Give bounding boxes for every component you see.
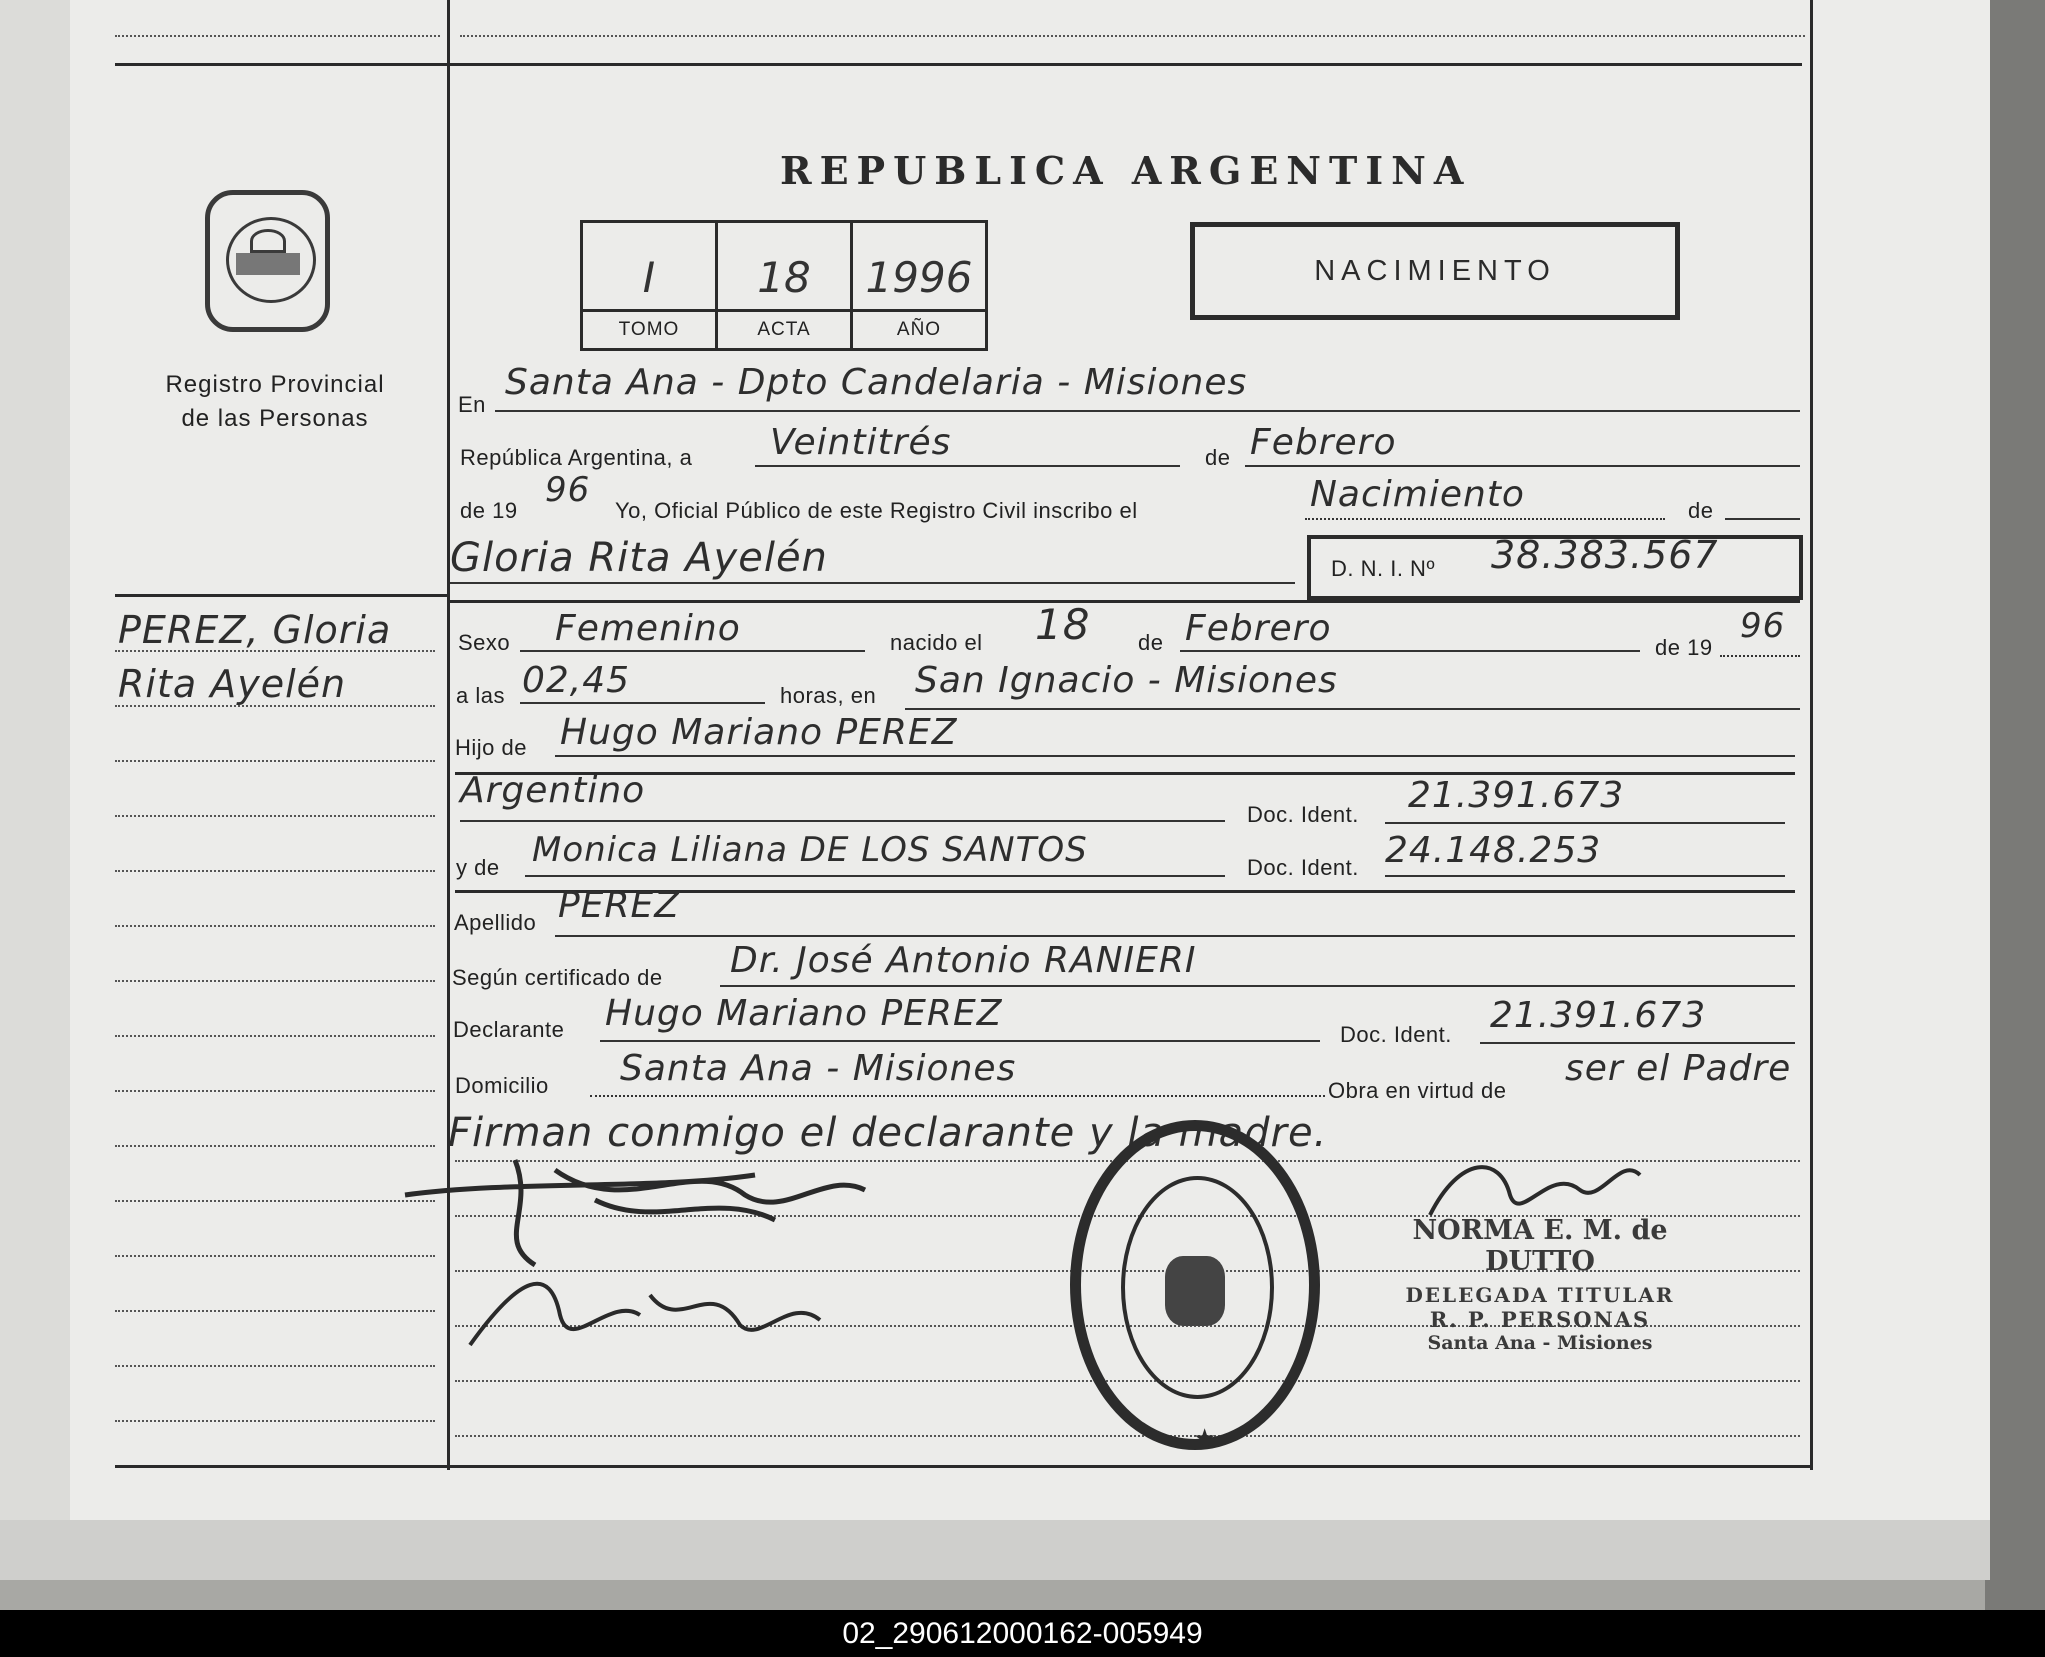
inscribe-text: Yo, Oficial Público de este Registro Civil inscribo el — [615, 498, 1138, 523]
official-name: NORMA E. M. de DUTTO — [1412, 1215, 1668, 1277]
father-doc-value: 21.391.673 — [1408, 775, 1625, 816]
birth-place-value: San Ignacio - Misiones — [915, 660, 1338, 701]
tomo-cell — [583, 223, 718, 348]
book-edge — [1985, 0, 2045, 1610]
margin-row — [115, 870, 435, 872]
father-nationality-value: Argentino — [460, 770, 646, 811]
tomo-label: TOMO — [583, 309, 715, 348]
top-rule — [115, 63, 1802, 66]
dni-box — [1307, 535, 1803, 600]
page-bottom-shadow — [0, 1520, 1990, 1580]
margin-row — [115, 1035, 435, 1037]
certifier-value: Dr. José Antonio RANIERI — [730, 940, 1197, 981]
closing-value: Firman conmigo el declarante y la madre. — [448, 1110, 1328, 1156]
declarante-value: Hugo Mariano PEREZ — [605, 993, 1003, 1034]
top-dotted-row-right — [460, 35, 1805, 37]
de-label-2: de — [1688, 498, 1714, 523]
margin-row — [115, 1255, 435, 1257]
birth-month-line — [1180, 650, 1640, 652]
margin-row — [115, 1145, 435, 1147]
acta-label: ACTA — [718, 309, 850, 348]
declarante-doc-label: Doc. Ident. — [1340, 1022, 1452, 1047]
signature-declarante-icon — [395, 1150, 915, 1270]
republica-label: República Argentina, a — [460, 445, 693, 470]
page-gutter — [0, 0, 70, 1570]
hour-value: 02,45 — [522, 660, 631, 701]
father-line — [555, 755, 1795, 757]
margin-row — [115, 815, 435, 817]
domicilio-line — [590, 1095, 1325, 1097]
horas-label: horas, en — [780, 683, 877, 708]
day-value: Veintitrés — [770, 422, 952, 463]
act-value: Nacimiento — [1310, 474, 1525, 515]
birth-day-value: 18 — [1035, 600, 1091, 649]
act-type-box: NACIMIENTO — [1190, 222, 1680, 320]
act-line — [1305, 518, 1665, 520]
declarante-line — [600, 1040, 1320, 1042]
name-block-rule — [450, 600, 1800, 603]
year-prefix: de 19 — [460, 498, 518, 523]
father-doc-label: Doc. Ident. — [1247, 802, 1359, 827]
nacido-label: nacido el — [890, 630, 983, 655]
month-value: Febrero — [1250, 422, 1397, 463]
acta-value: 18 — [757, 253, 811, 302]
certifier-line — [720, 985, 1795, 987]
record-table — [580, 220, 988, 351]
mother-doc-value: 24.148.253 — [1385, 830, 1602, 871]
bottom-rule — [115, 1465, 1812, 1468]
registry-name — [140, 368, 410, 436]
apellido-line — [555, 935, 1795, 937]
declarante-label: Declarante — [453, 1017, 565, 1042]
official-block — [1370, 1215, 1710, 1354]
official-location: Santa Ana - Misiones — [1427, 1332, 1653, 1354]
birth-year-prefix: de 19 — [1655, 635, 1713, 660]
margin-row — [115, 980, 435, 982]
month-line — [1245, 465, 1800, 467]
sexo-value: Femenino — [555, 608, 741, 649]
official-title: DELEGADA TITULAR — [1405, 1283, 1675, 1307]
margin-row — [115, 1420, 435, 1422]
father-doc-line — [1385, 822, 1785, 824]
margin-row — [115, 705, 435, 707]
sexo-label: Sexo — [458, 630, 511, 655]
place-value: Santa Ana - Dpto Candelaria - Misiones — [505, 362, 1248, 403]
name-line — [450, 582, 1295, 584]
hour-line — [520, 702, 765, 704]
father-value: Hugo Mariano PEREZ — [560, 712, 958, 753]
sexo-line — [520, 650, 865, 652]
birth-month-value: Febrero — [1185, 608, 1332, 649]
signature-row — [455, 1435, 1800, 1437]
birth-place-line — [905, 708, 1800, 710]
yde-label: y de — [456, 855, 500, 880]
child-name-value: Gloria Rita Ayelén — [450, 535, 828, 581]
acta-cell — [718, 223, 853, 348]
apellido-value: PEREZ — [558, 885, 680, 926]
alas-label: a las — [456, 683, 505, 708]
margin-note-line-1: PEREZ, Gloria — [118, 608, 392, 652]
registry-line-2: de las Personas — [181, 405, 369, 432]
birth-year-value: 96 — [1740, 606, 1786, 646]
dni-label: D. N. I. Nº — [1331, 556, 1435, 581]
mother-line — [525, 875, 1225, 877]
year-value: 96 — [545, 470, 591, 510]
official-office: R. P. PERSONAS — [1429, 1307, 1651, 1332]
obra-label: Obra en virtud de — [1328, 1078, 1507, 1103]
margin-row — [115, 1310, 435, 1312]
margin-row — [115, 1365, 435, 1367]
tomo-value: I — [642, 253, 656, 302]
ano-value: 1996 — [865, 253, 973, 302]
margin-row — [115, 1090, 435, 1092]
mother-value: Monica Liliana DE LOS SANTOS — [532, 830, 1088, 870]
birth-year-line — [1720, 655, 1800, 657]
ano-cell — [853, 223, 985, 348]
margin-row — [115, 650, 435, 652]
declarante-doc-line — [1480, 1042, 1795, 1044]
nationality-line — [460, 820, 1225, 822]
top-dotted-row — [115, 35, 440, 37]
de-label-3: de — [1138, 630, 1164, 655]
right-border — [1810, 0, 1813, 1470]
en-line — [495, 410, 1800, 412]
margin-divider — [115, 594, 447, 597]
en-label: En — [458, 392, 486, 417]
ano-label: AÑO — [853, 309, 985, 348]
obra-value: ser el Padre — [1565, 1048, 1792, 1089]
registry-stamp-icon: ★ — [1070, 1120, 1320, 1450]
mother-doc-label: Doc. Ident. — [1247, 855, 1359, 880]
margin-note-line-2: Rita Ayelén — [118, 662, 347, 706]
registry-line-1: Registro Provincial — [165, 371, 385, 398]
hijo-label: Hijo de — [455, 735, 527, 760]
de-line — [1725, 518, 1800, 520]
apellido-label: Apellido — [454, 910, 537, 935]
signature-mother-icon — [460, 1255, 830, 1365]
declarante-doc-value: 21.391.673 — [1490, 995, 1707, 1036]
domicilio-value: Santa Ana - Misiones — [620, 1048, 1017, 1089]
de-label: de — [1205, 445, 1231, 470]
image-caption: 02_290612000162-005949 — [842, 1617, 1203, 1650]
domicilio-label: Domicilio — [455, 1073, 549, 1098]
page-title: REPUBLICA ARGENTINA — [780, 148, 1472, 193]
day-line — [755, 465, 1180, 467]
segun-label: Según certificado de — [452, 965, 663, 990]
margin-row — [115, 1200, 435, 1202]
margin-row — [115, 760, 435, 762]
dni-value: 38.383.567 — [1491, 533, 1719, 577]
mother-doc-line — [1385, 875, 1785, 877]
province-seal-icon — [205, 190, 330, 332]
margin-row — [115, 925, 435, 927]
